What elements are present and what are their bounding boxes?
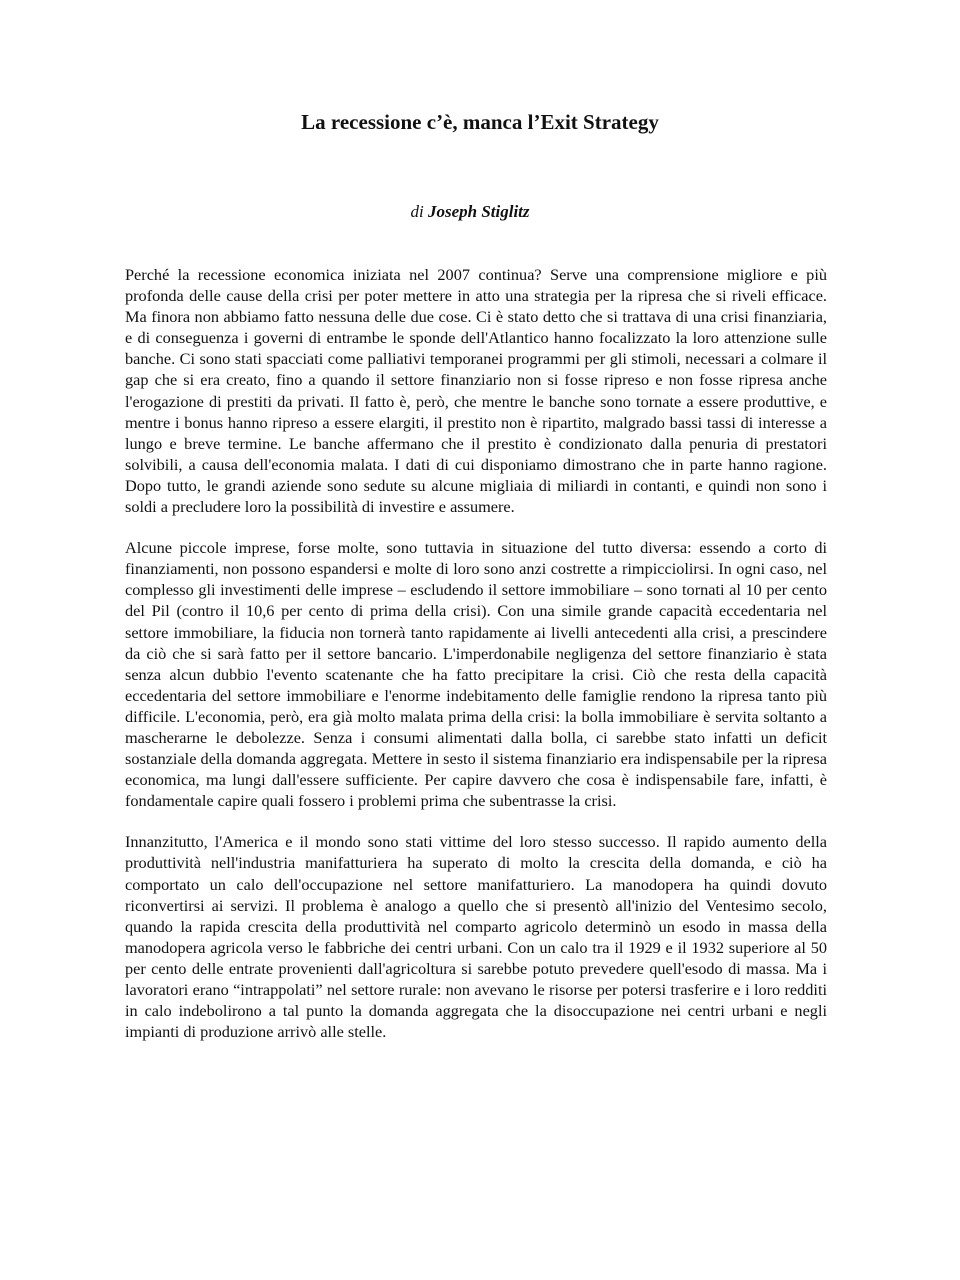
byline <box>0 200 940 224</box>
document-title: La recessione c’è, manca l’Exit Strategy <box>301 110 659 134</box>
author-name: Joseph Stiglitz <box>427 202 530 221</box>
byline-prefix: di <box>410 202 424 221</box>
paragraph-2: Alcune piccole imprese, forse molte, sono tuttavia in situazione del tutto diversa: essendo a corto di finanziamenti, non possono espandersi e molte di loro sono anzi costrette a rimpicciolirsi. In ogni caso, nel complesso gli investimenti delle imprese – escludendo il settore immobiliare – sono tornati al 10 per cento del Pil (contro il 10,6 per cento di prima della crisi). Con una simile grande capacità eccedentaria nel settore immobiliare, la fiducia non tornerà tanto rapidamente ai livelli antecedenti alla crisi, a prescindere da ciò che si sarà fatto per il settore bancario. L'imperdonabile negligenza del settore finanziario è stata senza alcun dubbio l'evento scatenante che ha fatto precipitare la crisi. Ciò che resta della capacità eccedentaria del settore immobiliare e l'enorme indebitamento delle famiglie rendono la ripresa tanto più difficile. L'economia, però, era già molto malata prima della crisi: la bolla immobiliare è servita soltanto a mascherarne le debolezze. Senza i consumi alimentati dalla bolla, ci sarebbe stato infatti un deficit sostanziale della domanda aggregata. Mettere in sesto il sistema finanziario era indispensabile per la ripresa economica, ma lungi dall'essere sufficiente. Per capire davvero che cosa è indispensabile fare, infatti, è fondamentale capire quali fossero i problemi prima che subentrasse la crisi. <box>125 538 827 811</box>
paragraph-1: Perché la recessione economica iniziata nel 2007 continua? Serve una comprensione migliore e più profonda delle cause della crisi per poter mettere in atto una strategia per la ripresa che si riveli efficace. Ma finora non abbiamo fatto nessuna delle due cose. Ci è stato detto che si trattava di una crisi finanziaria, e di conseguenza i governi di entrambe le sponde dell'Atlantico hanno focalizzato la loro attenzione sulle banche. Ci sono stati spacciati come palliativi temporanei programmi per gli stimoli, necessari a colmare il gap che si era creato, fino a quando il settore finanziario non si fosse ripreso e non fosse ripresa anche l'erogazione di prestiti da privati. Il fatto è, però, che mentre le banche sono tornate a essere produttive, e mentre i bonus hanno ripreso a essere elargiti, il prestito non è ripartito, malgrado bassi tassi di interesse a lungo e breve termine. Le banche affermano che il prestito è condizionato dalla penuria di prestatori solvibili, a causa dell'economia malata. I dati di cui disponiamo dimostrano che in parte hanno ragione. Dopo tutto, le grandi aziende sono sedute su alcune migliaia di miliardi in contanti, e quindi non sono i soldi a precludere loro la possibilità di investire e assumere. <box>125 265 827 517</box>
paragraph-3: Innanzitutto, l'America e il mondo sono stati vittime del loro stesso successo. Il rapido aumento della produttività nell'industria manifatturiera ha superato di molto la crescita della domanda, e ciò ha comportato un calo dell'occupazione nel settore manifatturiero. La manodopera ha quindi dovuto riconvertirsi ai servizi. Il problema è analogo a quello che si presentò all'inizio del Ventesimo secolo, quando la rapida crescita della produttività nel comparto agricolo determinò un esodo in massa della manodopera agricola verso le fabbriche dei centri urbani. Con un calo tra il 1929 e il 1932 superiore al 50 per cento delle entrate provenienti dall'agricoltura si sarebbe potuto prevedere quell'esodo di massa. Ma i lavoratori erano “intrappolati” nel settore rurale: non avevano le risorse per potersi trasferire e i loro redditi in calo indebolirono a tal punto la domanda aggregata che la disoccupazione nei centri urbani e negli impianti di produzione arrivò alle stelle. <box>125 832 827 1042</box>
article-body <box>125 264 827 1062</box>
